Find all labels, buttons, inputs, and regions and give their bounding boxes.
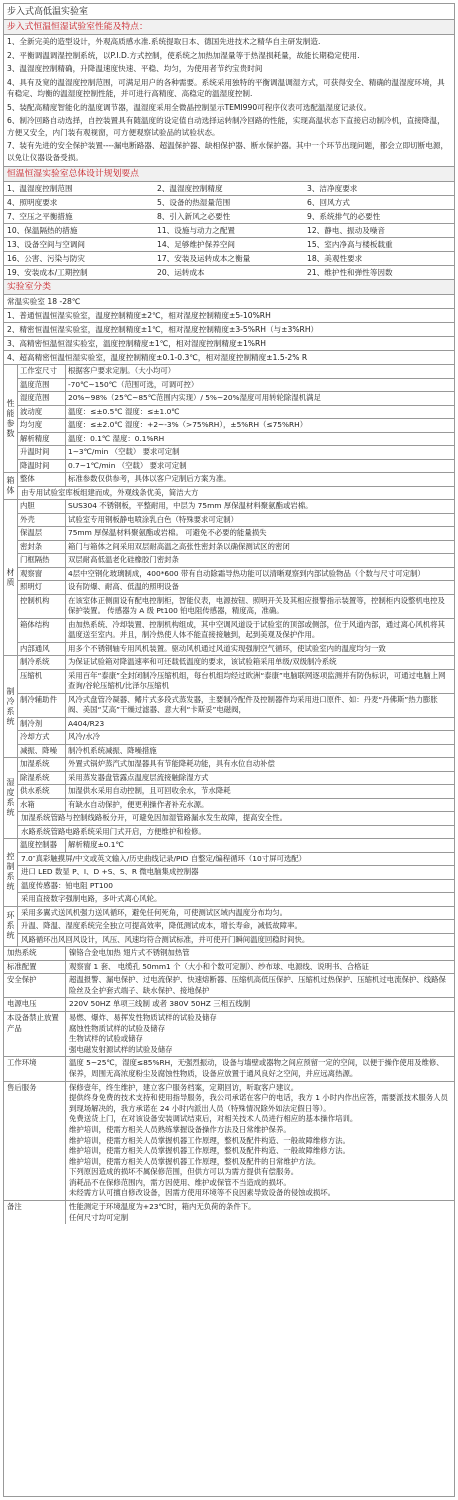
param-key: 均匀度: [18, 419, 66, 432]
spec-value: 腐蚀性物质试样的试验及储存: [69, 1023, 166, 1033]
spec-value: 提供终身免费的技术支持和使用指导服务，我公司承诺在客户的电话，我方 1 小时内作出应答，需要派技术服务人员到现场解决的，我方承诺在 24 小时内派出人员（特殊情况除外如法定假日等）。: [69, 1093, 448, 1113]
spec-value: 生物试样的试验或储存: [69, 1034, 143, 1044]
param-key: 工作室尺寸: [18, 365, 66, 378]
param-value: 采用蒸发器盘管露点温度层流接触除湿方式: [68, 772, 209, 782]
param-key: 冷却方式: [18, 731, 66, 744]
design-item: 17、安装及运转成本之衡量: [154, 252, 304, 266]
param-value: 温度：≤±2.0℃ 湿度：+2~-3%（>75%RH），±5%RH（≤75%RH）: [68, 420, 308, 429]
spec-value: 维护培训，使需方相关人员掌握机器工作原理，整机及配件构造、一般故障维修方法。: [69, 1146, 350, 1156]
param-value: 设有防爆、耐高、低温的照明设备: [68, 582, 179, 591]
spec-key: 备注: [4, 1201, 66, 1224]
classification-heading: 实验室分类: [4, 280, 454, 295]
design-item: 21、维护性和弹性等因数: [304, 266, 454, 280]
design-item: 20、运转成本: [154, 266, 304, 280]
design-item: 2、温湿度控制精度: [154, 182, 304, 196]
param-value: 1~3℃/min （空载） 要求可定制: [68, 447, 180, 456]
group-label: 环系统: [4, 907, 18, 947]
design-grid: [4, 182, 454, 280]
design-item: 11、设施与动力之配置: [154, 224, 304, 238]
param-value: 升温、降温、湿度系统完全独立可提高效率，降低测试成本，增长寿命，减低故障率。: [21, 921, 302, 930]
design-item: 15、室内净高与楼板载重: [304, 238, 454, 252]
param-value: 解析精度±0.1℃: [68, 840, 124, 849]
design-item: 9、系统排气的必要性: [304, 210, 454, 224]
group-label: 箱体: [4, 473, 18, 499]
group-label: 性能参数: [4, 365, 18, 472]
param-value: SUS304 不锈钢板，平整耐用，中层为 75mm 厚保温材料聚氨酯或岩棉。: [68, 501, 313, 510]
param-value: 有缺水自动保护，便更利操作者补充水源。: [68, 799, 209, 809]
param-key: 内部通风: [18, 643, 66, 656]
param-value: 4层中空钢化玻璃制成，400*600 带有自动除霜导热功能可以清晰观察到内部试验物品（个数与尺寸可定制）: [68, 568, 425, 578]
spec-sheet: [3, 3, 455, 1497]
param-value: 进口 LED 数显 P、I、D +S、S、R 微电脑集成控制器: [21, 867, 199, 876]
param-key: 供水系统: [18, 785, 66, 798]
feature-item: 2、平衡调温调湿控制系统，以P.I.D.方式控制，使系统之加热加湿量等于热湿损耗量，故能长期稳定使用.: [7, 50, 360, 60]
design-item: 3、洁净度要求: [304, 182, 454, 196]
spec-value: 维护培训，使需方相关人员掌握机器工作原理，整机及配件的日常维护方法。: [69, 1156, 321, 1166]
spec-value: 未经需方认可擅自修改设备，因需方使用环境等不良因素导致设备的侵蚀或损坏。: [69, 1188, 336, 1198]
param-key: 压缩机: [18, 670, 66, 693]
param-value: 由加热系统、冷却装置、控制机构组成，其中空调风道设于试验室的顶部或侧部，位于风道内部，通过离心风机将其温度送至室内。并且，制冷热使人体不能直接接触到，起到美观及保护作用。: [68, 619, 445, 639]
design-item: 12、静电、振动及噪音: [304, 224, 454, 238]
param-value: 风冷/水冷: [68, 732, 101, 741]
feature-item: 3、温湿度控制精确，升降温速度快速、平稳、均匀，为使用者节约宝贵时间: [7, 64, 263, 73]
page-title: 步入式高低温实验室: [4, 4, 454, 20]
spec-key: 本设备禁止放置产品: [4, 1012, 66, 1056]
spec-value: 超温报警、漏电保护、过电流保护、快速熔断器、压缩机高低压保护、压缩机过热保护、压缩机过电流保护、线路保险丝及全护套式端子、缺水保护、接地保护: [69, 975, 446, 995]
spec-key: 加热系统: [4, 947, 66, 960]
spec-value: 强电磁发射源试样的试验及储存: [69, 1044, 173, 1054]
param-key: 水箱: [18, 799, 66, 812]
design-item: 5、设备的热湿量范围: [154, 196, 304, 210]
param-value: 由专用试验室库板组建而成，外观线条优美，简洁大方: [21, 487, 199, 497]
classification-item: 4、超高精密恒温恒湿实验室，温度控制精度±0.1-0.3℃，相对湿度控制精度±1.5-2% R: [4, 351, 454, 365]
spec-value: 观察窗 1 套、 电缆孔 50mm1 个（大小和个数可定制）、纱布球、电源线、说明书、合格证: [69, 961, 369, 971]
design-heading: 恒温恒湿实验室总体设计规划要点: [4, 167, 454, 182]
param-value: 75mm 厚保温材料聚氨酯或岩棉。 可避免不必要的能量损失: [68, 528, 267, 537]
design-item: 8、引入新风之必要性: [154, 210, 304, 224]
spec-key: 售后服务: [4, 1082, 66, 1201]
spec-value: 免费送货上门，在对该设备安装调试结束后，对相关技术人员进行相应的基本操作培训。: [69, 1114, 358, 1124]
param-key: 减振、降噪: [18, 745, 66, 758]
param-key: 制冷辅助件: [18, 694, 66, 717]
feature-item: 5、装配高精度智能化的温度调节器，温湿度采用全微晶控制显示TEMI990可程序仪表可选配温湿度记录仪。: [7, 102, 372, 112]
param-value: 加湿系统管路与控制线路板分开，可避免因加湿管路漏水发生故障，提高安全性。: [21, 813, 288, 822]
param-key: 制冷系统: [18, 656, 66, 669]
param-value: 为保证试验箱对降温速率和可还载低温度的要求，该试验箱采用单级/双级制冷系统: [68, 657, 337, 666]
spec-value: 下列原因造成的损坏不属保修范围，但供方可以为需方提供有偿服务。: [69, 1167, 299, 1177]
param-key: 除湿系统: [18, 772, 66, 785]
param-key: 门框隔热: [18, 554, 66, 567]
spec-value: 保修壹年，终生维护，建立客户服务档案，定期回访，听取客户建议。: [69, 1082, 299, 1092]
param-value: 根据客户要求定制。（大小均可）: [68, 366, 176, 375]
param-value: 0.7~1℃/min （空载） 要求可定制: [68, 460, 187, 470]
param-value: -70℃~150℃（范围可选，可调可控）: [68, 379, 199, 389]
classification-item: 3、高精密恒温恒湿实验室，温度控制精度±1℃，相对湿度控制精度±1%RH: [4, 337, 454, 351]
spec-value: 维护培训，使需方相关人员熟练掌握设备操作方法及日常维护保养。: [69, 1124, 291, 1134]
group-label: 制冷系统: [4, 656, 18, 757]
spec-value: 维护培训，使需方相关人员掌握机器工作原理，整机及配件构造、一般故障维修方法。: [69, 1135, 350, 1145]
param-key: 观察窗: [18, 568, 66, 581]
param-key: 升温时间: [18, 446, 66, 459]
param-key: 控制机构: [18, 595, 66, 618]
group-label: 材质: [4, 500, 18, 655]
param-key: 密封条: [18, 541, 66, 554]
param-value: 制冷机系统减振、降噪措施: [68, 745, 157, 755]
design-item: 19、安装成本/工期控制: [4, 266, 154, 280]
param-key: 箱体结构: [18, 619, 66, 642]
design-item: 13、设备空间与空调间: [4, 238, 154, 252]
design-item: 1、温湿度控制范围: [4, 182, 154, 196]
classification-item: 1、普通恒温恒湿实验室，温度控制精度±2℃，相对湿度控制精度±5-10%RH: [4, 309, 454, 323]
param-key: 制冷剂: [18, 718, 66, 731]
design-item: 14、足够维护保养空间: [154, 238, 304, 252]
param-value: 温度：0.1℃ 湿度：0.1%RH: [68, 433, 165, 443]
spec-key: 标准配置: [4, 961, 66, 974]
feature-item: 4、具有及宽的温湿度控制范围，可满足用户的各种需要。系统采用独特的平衡调温调湿方式，可获得安全、精确的温湿度环境，具有稳定、均衡的温湿度控制性能，并可进行高精度、高稳定的温湿度控制.: [7, 77, 445, 98]
param-value: 采用百年“泰康”全封闭制冷压缩机组，每台机组均经过欧洲“泰康”电脑联网逐项监测并有防伪标识，可通过电脑上网查询/谷轮压缩机/比泽尔压缩机: [68, 670, 446, 690]
param-value: 箱门与箱体之间采用双层耐高温之高张性密封条以确保测试区的密闭: [68, 541, 290, 551]
param-key: 保温层: [18, 527, 66, 540]
param-value: 7.0″真彩触摸屏/中文或英文输入/历史曲线记录/PID 自整定/编程循环（10寸屏可选配）: [21, 853, 307, 863]
param-value: 双层耐高低温老化硅橡胶门密封条: [68, 555, 179, 564]
param-value: 在该室体正侧面设有配电控制柜，智能仪表，电源按钮、照明开关及其相应报警指示装置等，控制柜内设整机电控及保护装置。 传感器为 A 级 Pt100 铂电阻传感器，精度高，准确。: [68, 595, 445, 615]
param-key: 温度范围: [18, 379, 66, 392]
design-item: 4、照明度要求: [4, 196, 154, 210]
spec-key: 工作环境: [4, 1057, 66, 1080]
param-key: 加湿系统: [18, 758, 66, 771]
design-item: 16、公害、污染与防灾: [4, 252, 154, 266]
group-label: 湿度系统: [4, 758, 18, 838]
param-key: 温度控制器: [18, 839, 66, 852]
feature-item: 6、制冷回路自动选择，自控装置具有随温度的设定值自动选择运转制冷回路的性能，实现高温状态下直接启动制冷机，直接降温，方便又安全，内门装有观视窗，可方便观察试验品的试验状态。: [7, 116, 445, 137]
design-item: 7、空压之平衡措施: [4, 210, 154, 224]
param-value: 试验室专用钢板静电喷涂乳白色（特殊要求可定制）: [68, 514, 238, 524]
spec-value: 任何尺寸均可定制: [69, 1212, 129, 1222]
param-value: 风冷式盘管冷凝器、鳍片式多段式蒸发器，主要制冷配件及控制器件均采用进口原件、如：丹麦“丹佛斯”热力膨胀阀、美国“艾高”干燥过滤器、意大利“卡斯妥”电磁阀，: [68, 694, 438, 714]
param-value: 采用多翼式送风机强力送风循环，避免任何死角，可使测试区域内温度分布均匀。: [21, 907, 288, 917]
feature-item: 1、全新完美的造型设计，外观高质感水准.系统提取日本、德国先进技术之精华自主研发制造.: [7, 37, 321, 46]
param-key: 内胆: [18, 500, 66, 513]
spec-value: 温度 5~25℃，湿度≤85%RH，无强烈振动，设备与墙壁或器物之间应预留一定的空间，以便于操作使用及维修、保养，周围无高浓度粉尘及腐蚀性物质，设备应放置于通风良好之空间，并应远离热源。: [69, 1058, 444, 1078]
param-value: 20%~98%（25℃~85℃范围内实现）/ 5%~20%湿度可用转轮除湿机满足: [68, 393, 321, 402]
design-item: 18、美观性要求: [304, 252, 454, 266]
box-group: [4, 473, 454, 500]
features-list: [4, 35, 454, 167]
param-value: 温度传感器：铂电阻 PT100: [21, 880, 113, 890]
spec-value: 220V 50HZ 单项三线制 或者 380V 50HZ 三相五线制: [69, 999, 251, 1009]
classification-item: 常温实验室 18 -28℃: [4, 295, 454, 309]
param-value: 用多个不锈钢轴专用风机装置。驱动风机通过风道实现强制空气循环，使试验室内的温度均匀一致: [68, 643, 386, 653]
features-heading: 步入式恒温恒湿试验室性能及特点：: [4, 20, 454, 35]
param-key: 湿度范围: [18, 392, 66, 405]
spec-value: 易燃、爆炸、易挥发性物质试样的试验及储存: [69, 1012, 217, 1022]
param-key: 照明灯: [18, 581, 66, 594]
spec-key: 电源电压: [4, 998, 66, 1011]
param-value: 风路循环出风回风设计，风压、风速均符合测试标准，并可使开门瞬间温度回稳时间快。: [21, 934, 310, 944]
humidity-group: [4, 758, 454, 839]
param-value: 外置式锅炉蒸汽式加湿器具有节能降耗功能，具有水位自动补偿: [68, 759, 275, 768]
param-value: 水路系统管路电路系统采用门式开启，方便维护和检修。: [21, 826, 206, 836]
param-value: A404/R23: [68, 718, 105, 728]
param-value: 采用直接数字强制电路，多叶式离心风轮。: [21, 894, 162, 903]
param-key: 降温时间: [18, 460, 66, 473]
param-value: 标准参数仅供参考，具体以客户定制后方案为准。: [68, 474, 231, 483]
param-key: 解析精度: [18, 433, 66, 446]
feature-item: 7、装有先进的安全保护装置----漏电断路器、超温保护器、缺相保护器、断水保护器。其中一个环节出现问题，都会立即切断电源，以免让仪器设备受损。: [7, 141, 449, 162]
param-value: 加湿供水采用自动控制，且可回收余水，节水降耗: [68, 786, 231, 795]
classification-item: 2、精密恒温恒湿实验室，温度控制精度±1℃，相对湿度控制精度±3-5%RH（与±3%RH）: [4, 323, 454, 337]
spec-value: 消耗品不在保修范围内，需方因使用、维护或保管不当造成的损坏。: [69, 1177, 291, 1187]
refrigeration-group: [4, 656, 454, 758]
param-key: 外壳: [18, 514, 66, 527]
spec-key: 安全保护: [4, 974, 66, 997]
spec-value: 性能测定于环境温度为+23℃时，箱内无负荷的条件下。: [69, 1202, 256, 1212]
performance-group: [4, 365, 454, 473]
param-value: 温度：≤±0.5℃ 湿度：≤±1.0℃: [68, 406, 180, 416]
design-item: 10、保温隔热的措施: [4, 224, 154, 238]
circulation-group: [4, 907, 454, 948]
control-group: [4, 839, 454, 907]
group-label: 控制系统: [4, 839, 18, 906]
param-key: 整体: [18, 473, 66, 486]
spec-value: 镍铬合金电加热 翅片式不锈钢加热管: [69, 948, 190, 957]
material-group: [4, 500, 454, 656]
param-key: 波动度: [18, 406, 66, 419]
design-item: 6、回风方式: [304, 196, 454, 210]
